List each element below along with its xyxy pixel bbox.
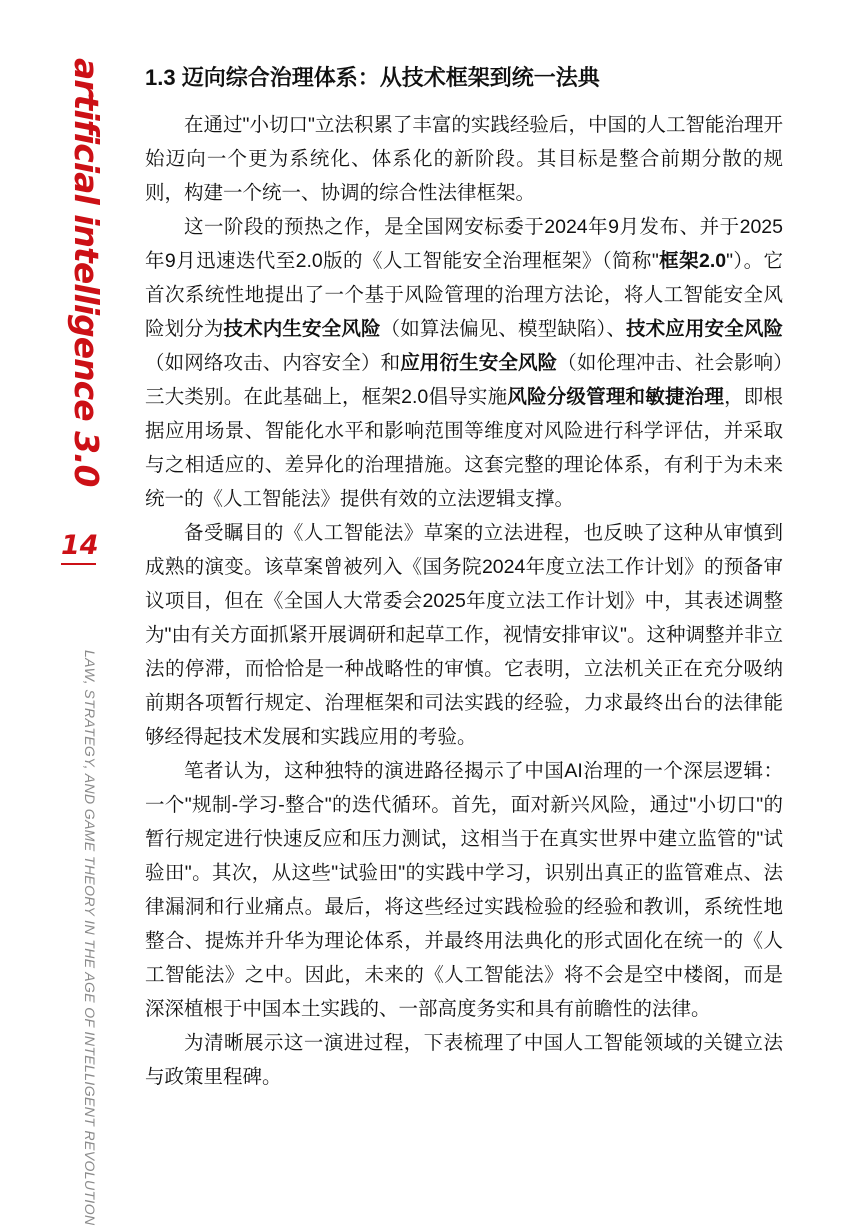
text-run: （如算法偏见、模型缺陷）、 [380, 318, 627, 340]
text-run: 在通过"小切口"立法积累了丰富的实践经验后，中国的人工智能治理开始迈向一个更为系统化、体系化的新阶段。其目标是整合前期分散的规则，构建一个统一、协调的综合性法律框架。 [145, 114, 783, 204]
bold-text-run: 技术应用安全风险 [626, 318, 783, 340]
text-run: 这一阶段的预热之作，是全国网安标委于2024年9月发布、并于2025年9月迅速迭代至2.0版的《人工智能安全治理框架》（简称" [145, 216, 783, 272]
body-paragraphs [145, 108, 783, 1094]
paragraph [145, 210, 783, 516]
main-text-column [145, 64, 783, 1094]
vertical-subtitle: LAW, STRATEGY, AND GAME THEORY IN THE AGE OF INTELLIGENT REVOLUTION [82, 650, 98, 1226]
bold-text-run: 框架2.0 [658, 250, 727, 272]
text-run: 笔者认为，这种独特的演进路径揭示了中国AI治理的一个深层逻辑：一个"规制-学习-整合"的迭代循环。首先，面对新兴风险，通过"小切口"的暂行规定进行快速反应和压力测试，这相当于在真实世界中建立监管的"试验田"。其次，从这些"试验田"的实践中学习，识别出真正的监管难点、法律漏洞和行业痛点。最后，将这些经过实践检验的经验和教训，系统性地整合、提炼并升华为理论体系，并最终用法典化的形式固化在统一的《人工智能法》之中。因此，未来的《人工智能法》将不会是空中楼阁，而是深深植根于中国本土实践的、一部高度务实和具有前瞻性的法律。 [145, 760, 783, 1020]
vertical-book-title: artificial intelligence 3.0 [67, 58, 106, 487]
text-run: （如网络攻击、内容安全）和 [145, 352, 401, 374]
paragraph [145, 754, 783, 1026]
text-run: 为清晰展示这一演进过程，下表梳理了中国人工智能领域的关键立法与政策里程碑。 [145, 1032, 783, 1088]
bold-text-run: 技术内生安全风险 [223, 318, 381, 340]
text-run: "）。它首次系统性地提出了一个基于风险管理的治理方法论，将人工智能安全风险划分为 [145, 250, 783, 340]
paragraph [145, 108, 783, 210]
text-run: 备受瞩目的《人工智能法》草案的立法进程，也反映了这种从审慎到成熟的演变。该草案曾被列入《国务院2024年度立法工作计划》的预备审议项目，但在《全国人大常委会2025年度立法工作计划》中，其表述调整为"由有关方面抓紧开展调研和起草工作，视情安排审议"。这种调整并非立法的停滞，而恰恰是一种战略性的审慎。它表明，立法机关正在充分吸纳前期各项暂行规定、治理框架和司法实践的经验，力求最终出台的法律能够经得起技术发展和实践应用的考验。 [145, 522, 783, 748]
text-run: （如伦理冲击、社会影响）三大类别。在此基础上，框架2.0倡导实施 [145, 352, 783, 408]
paragraph [145, 516, 783, 754]
paragraph [145, 1026, 783, 1094]
section-heading: 1.3 迈向综合治理体系：从技术框架到统一法典 [145, 65, 600, 90]
page-number: 14 [61, 531, 96, 565]
bold-text-run: 应用衍生安全风险 [400, 352, 558, 374]
bold-text-run: 风险分级管理和敏捷治理 [507, 386, 725, 408]
text-run: ，即根据应用场景、智能化水平和影响范围等维度对风险进行科学评估，并采取与之相适应的、差异化的治理措施。这套完整的理论体系，有利于为未来统一的《人工智能法》提供有效的立法逻辑支撑。 [145, 386, 783, 510]
